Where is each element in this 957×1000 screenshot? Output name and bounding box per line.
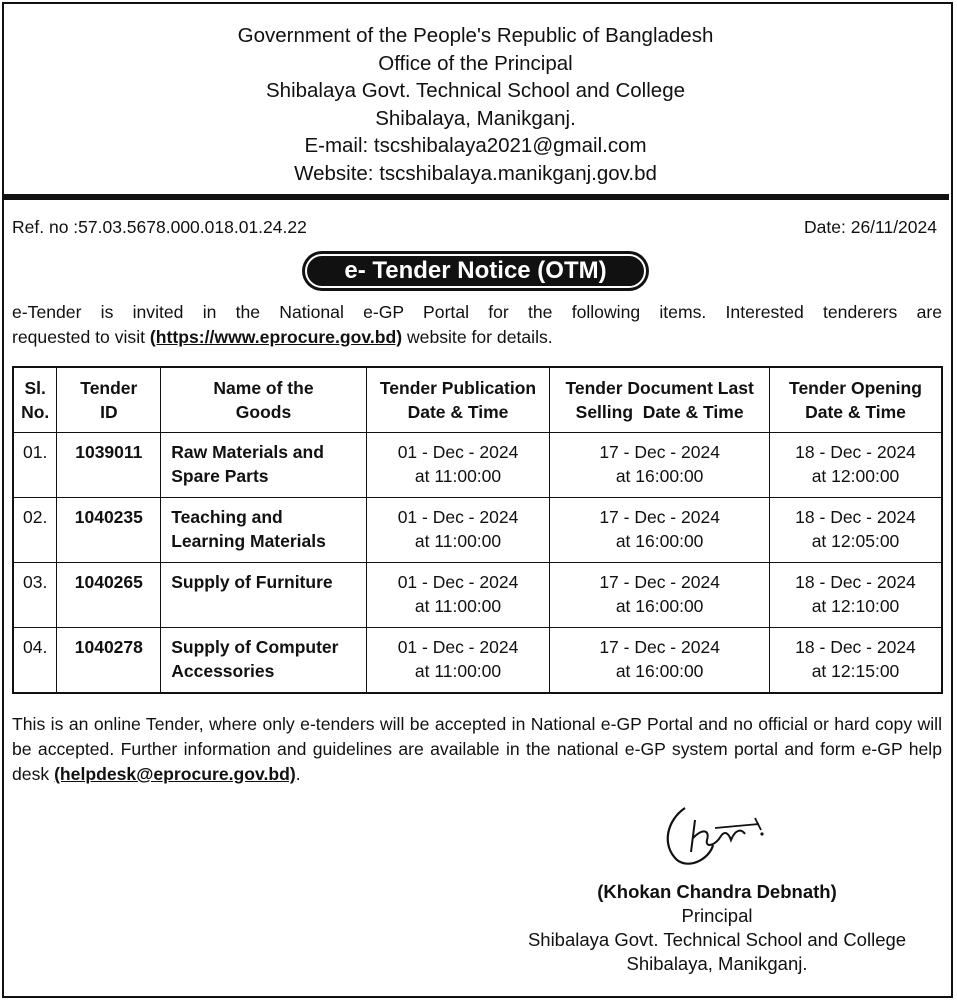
header-sl: Sl. No. <box>13 367 57 433</box>
signatory-institution: Shibalaya Govt. Technical School and College <box>527 929 907 950</box>
intro-paragraph <box>12 300 942 350</box>
header-selling: Tender Document Last Selling Date & Time <box>550 367 770 433</box>
signature-block <box>497 880 937 976</box>
signatory-location: Shibalaya, Manikganj. <box>626 953 808 974</box>
intro-line-1: e-Tender is invited in the National e-GP Portal for the following items. Interested tenderers are <box>12 302 942 322</box>
email-line: E-mail: tscshibalaya2021@gmail.com <box>304 134 647 157</box>
tender-id: 1040265 <box>57 563 161 628</box>
table-header-row <box>13 367 942 433</box>
signatory-designation: Principal <box>681 905 753 926</box>
intro-line-2: requested to visit (https://www.eprocure.gov.bd) website for details. <box>12 327 553 347</box>
signatory-name: (Khokan Chandra Debnath) <box>597 881 837 902</box>
notice-date: Date: 26/11/2024 <box>804 217 937 237</box>
header-publication: Tender Publication Date & Time <box>366 367 550 433</box>
table-row: 02. 1040235 Teaching and Learning Materials 01 - Dec - 2024 at 11:00:00 17 - Dec - 2024 at 16:00:00 18 - Dec - 2024 at 12:05:00 <box>13 498 942 563</box>
eprocure-link[interactable]: (https://www.eprocure.gov.bd) <box>149 327 403 347</box>
notice-title: e- Tender Notice (OTM) <box>344 257 607 284</box>
signature-scribble <box>655 800 775 875</box>
header-tender-id: Tender ID <box>57 367 161 433</box>
tender-id: 1040235 <box>57 498 161 563</box>
tender-table <box>12 366 943 694</box>
tender-id: 1040278 <box>57 628 161 693</box>
institution-line: Shibalaya Govt. Technical School and College <box>266 79 685 102</box>
table-row: 01. 1039011 Raw Materials and Spare Parts 01 - Dec - 2024 at 11:00:00 17 - Dec - 2024 at 16:00:00 18 - Dec - 2024 at 12:00:00 <box>13 433 942 498</box>
table-row: 03. 1040265 Supply of Furniture 01 - Dec - 2024 at 11:00:00 17 - Dec - 2024 at 16:00:00 18 - Dec - 2024 at 12:10:00 <box>13 563 942 628</box>
notice-title-badge <box>302 251 649 291</box>
header-goods: Name of the Goods <box>161 367 367 433</box>
location-line: Shibalaya, Manikganj. <box>375 106 576 130</box>
office-line: Office of the Principal <box>378 51 573 75</box>
helpdesk-email-link[interactable]: (helpdesk@eprocure.gov.bd) <box>54 764 296 784</box>
header-opening: Tender Opening Date & Time <box>769 367 942 433</box>
reference-number: Ref. no :57.03.5678.000.018.01.24.22 <box>12 217 307 237</box>
letterhead <box>2 2 949 200</box>
tender-id: 1039011 <box>57 433 161 498</box>
footer-paragraph: This is an online Tender, where only e-tenders will be accepted in National e-GP Portal and no official or hard copy will be accepted. Further information and guidelines are available in the national e-GP system portal and form e-GP help desk (helpdesk@eprocure.gov.bd). <box>12 714 942 784</box>
govt-line: Government of the People's Republic of Bangladesh <box>237 24 714 47</box>
website-line: Website: tscshibalaya.manikganj.gov.bd <box>294 161 657 185</box>
table-row: 04. 1040278 Supply of Computer Accessories 01 - Dec - 2024 at 11:00:00 17 - Dec - 2024 at 16:00:00 18 - Dec - 2024 at 12:15:00 <box>13 628 942 693</box>
